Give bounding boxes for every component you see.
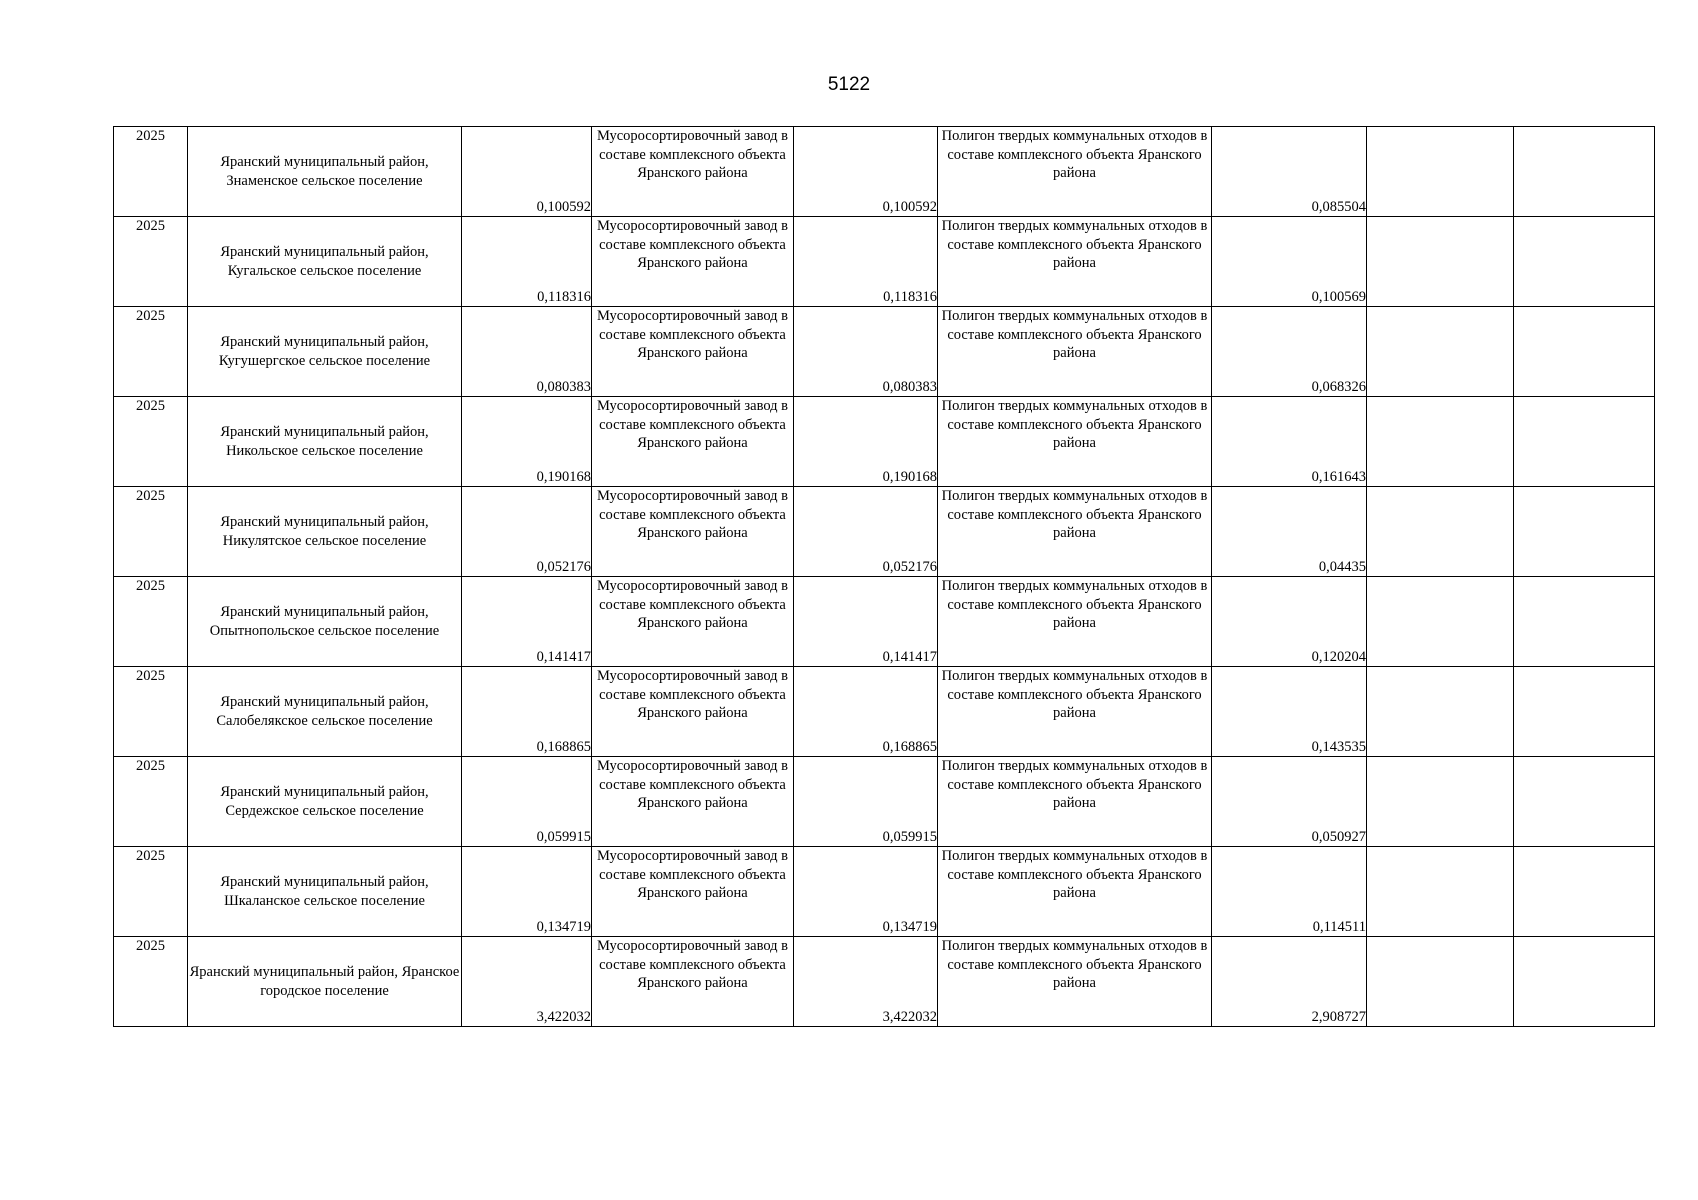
table-row — [114, 307, 1655, 397]
year-cell: 2025 — [114, 217, 188, 307]
empty-cell — [1367, 937, 1514, 1027]
processing-facility-cell: Мусоросортировочный завод в составе комплексного объекта Яранского района — [592, 217, 794, 307]
table-row — [114, 577, 1655, 667]
empty-cell — [1367, 397, 1514, 487]
mass-generated-cell: 0,134719 — [462, 847, 592, 937]
empty-cell — [1367, 487, 1514, 577]
empty-cell — [1514, 757, 1655, 847]
empty-cell — [1367, 667, 1514, 757]
mass-processed-cell: 3,422032 — [794, 937, 938, 1027]
empty-cell — [1514, 487, 1655, 577]
processing-facility-cell: Мусоросортировочный завод в составе комплексного объекта Яранского района — [592, 487, 794, 577]
empty-cell — [1367, 217, 1514, 307]
mass-processed-cell: 0,118316 — [794, 217, 938, 307]
mass-disposed-cell: 0,100569 — [1212, 217, 1367, 307]
empty-cell — [1514, 397, 1655, 487]
landfill-cell: Полигон твердых коммунальных отходов в составе комплексного объекта Яранского района — [938, 487, 1212, 577]
processing-facility-cell: Мусоросортировочный завод в составе комплексного объекта Яранского района — [592, 397, 794, 487]
mass-disposed-cell: 0,068326 — [1212, 307, 1367, 397]
empty-cell — [1367, 757, 1514, 847]
mass-generated-cell: 0,190168 — [462, 397, 592, 487]
year-cell: 2025 — [114, 127, 188, 217]
year-cell: 2025 — [114, 667, 188, 757]
empty-cell — [1514, 847, 1655, 937]
landfill-cell: Полигон твердых коммунальных отходов в составе комплексного объекта Яранского района — [938, 937, 1212, 1027]
empty-cell — [1367, 307, 1514, 397]
empty-cell — [1514, 577, 1655, 667]
mass-processed-cell: 0,052176 — [794, 487, 938, 577]
empty-cell — [1514, 667, 1655, 757]
landfill-cell: Полигон твердых коммунальных отходов в составе комплексного объекта Яранского района — [938, 667, 1212, 757]
mass-generated-cell: 0,100592 — [462, 127, 592, 217]
landfill-cell: Полигон твердых коммунальных отходов в составе комплексного объекта Яранского района — [938, 847, 1212, 937]
territory-cell: Яранский муниципальный район, Шкаланское сельское поселение — [188, 847, 462, 937]
empty-cell — [1367, 847, 1514, 937]
mass-processed-cell: 0,080383 — [794, 307, 938, 397]
processing-facility-cell: Мусоросортировочный завод в составе комплексного объекта Яранского района — [592, 667, 794, 757]
year-cell: 2025 — [114, 307, 188, 397]
territory-cell: Яранский муниципальный район, Знаменское сельское поселение — [188, 127, 462, 217]
waste-flow-table — [113, 126, 1655, 1027]
mass-generated-cell: 0,168865 — [462, 667, 592, 757]
mass-generated-cell: 0,080383 — [462, 307, 592, 397]
table-row — [114, 397, 1655, 487]
territory-cell: Яранский муниципальный район, Кугальское сельское поселение — [188, 217, 462, 307]
mass-disposed-cell: 0,114511 — [1212, 847, 1367, 937]
mass-disposed-cell: 0,085504 — [1212, 127, 1367, 217]
table-row — [114, 487, 1655, 577]
territory-cell: Яранский муниципальный район, Сердежское сельское поселение — [188, 757, 462, 847]
mass-disposed-cell: 2,908727 — [1212, 937, 1367, 1027]
mass-disposed-cell: 0,161643 — [1212, 397, 1367, 487]
territory-cell: Яранский муниципальный район, Опытнопольское сельское поселение — [188, 577, 462, 667]
landfill-cell: Полигон твердых коммунальных отходов в составе комплексного объекта Яранского района — [938, 217, 1212, 307]
year-cell: 2025 — [114, 847, 188, 937]
mass-disposed-cell: 0,120204 — [1212, 577, 1367, 667]
table-row — [114, 667, 1655, 757]
territory-cell: Яранский муниципальный район, Никольское сельское поселение — [188, 397, 462, 487]
year-cell: 2025 — [114, 397, 188, 487]
processing-facility-cell: Мусоросортировочный завод в составе комплексного объекта Яранского района — [592, 307, 794, 397]
processing-facility-cell: Мусоросортировочный завод в составе комплексного объекта Яранского района — [592, 577, 794, 667]
territory-cell: Яранский муниципальный район, Кугушергское сельское поселение — [188, 307, 462, 397]
year-cell: 2025 — [114, 577, 188, 667]
mass-generated-cell: 0,059915 — [462, 757, 592, 847]
empty-cell — [1367, 577, 1514, 667]
table-row — [114, 127, 1655, 217]
table-row — [114, 757, 1655, 847]
mass-generated-cell: 3,422032 — [462, 937, 592, 1027]
mass-generated-cell: 0,052176 — [462, 487, 592, 577]
territory-cell: Яранский муниципальный район, Яранское городское поселение — [188, 937, 462, 1027]
mass-processed-cell: 0,190168 — [794, 397, 938, 487]
processing-facility-cell: Мусоросортировочный завод в составе комплексного объекта Яранского района — [592, 757, 794, 847]
processing-facility-cell: Мусоросортировочный завод в составе комплексного объекта Яранского района — [592, 847, 794, 937]
mass-processed-cell: 0,100592 — [794, 127, 938, 217]
mass-generated-cell: 0,141417 — [462, 577, 592, 667]
table-row — [114, 847, 1655, 937]
table-row — [114, 217, 1655, 307]
processing-facility-cell: Мусоросортировочный завод в составе комплексного объекта Яранского района — [592, 127, 794, 217]
empty-cell — [1367, 127, 1514, 217]
year-cell: 2025 — [114, 937, 188, 1027]
mass-processed-cell: 0,134719 — [794, 847, 938, 937]
mass-disposed-cell: 0,04435 — [1212, 487, 1367, 577]
table-body — [114, 127, 1655, 1027]
empty-cell — [1514, 217, 1655, 307]
empty-cell — [1514, 307, 1655, 397]
mass-processed-cell: 0,059915 — [794, 757, 938, 847]
mass-processed-cell: 0,141417 — [794, 577, 938, 667]
empty-cell — [1514, 127, 1655, 217]
mass-disposed-cell: 0,050927 — [1212, 757, 1367, 847]
landfill-cell: Полигон твердых коммунальных отходов в составе комплексного объекта Яранского района — [938, 397, 1212, 487]
landfill-cell: Полигон твердых коммунальных отходов в составе комплексного объекта Яранского района — [938, 127, 1212, 217]
year-cell: 2025 — [114, 757, 188, 847]
processing-facility-cell: Мусоросортировочный завод в составе комплексного объекта Яранского района — [592, 937, 794, 1027]
landfill-cell: Полигон твердых коммунальных отходов в составе комплексного объекта Яранского района — [938, 757, 1212, 847]
table-row — [114, 937, 1655, 1027]
territory-cell: Яранский муниципальный район, Никулятское сельское поселение — [188, 487, 462, 577]
mass-generated-cell: 0,118316 — [462, 217, 592, 307]
page-number: 5122 — [827, 74, 871, 95]
landfill-cell: Полигон твердых коммунальных отходов в составе комплексного объекта Яранского района — [938, 577, 1212, 667]
year-cell: 2025 — [114, 487, 188, 577]
landfill-cell: Полигон твердых коммунальных отходов в составе комплексного объекта Яранского района — [938, 307, 1212, 397]
mass-processed-cell: 0,168865 — [794, 667, 938, 757]
empty-cell — [1514, 937, 1655, 1027]
territory-cell: Яранский муниципальный район, Салобелякское сельское поселение — [188, 667, 462, 757]
mass-disposed-cell: 0,143535 — [1212, 667, 1367, 757]
